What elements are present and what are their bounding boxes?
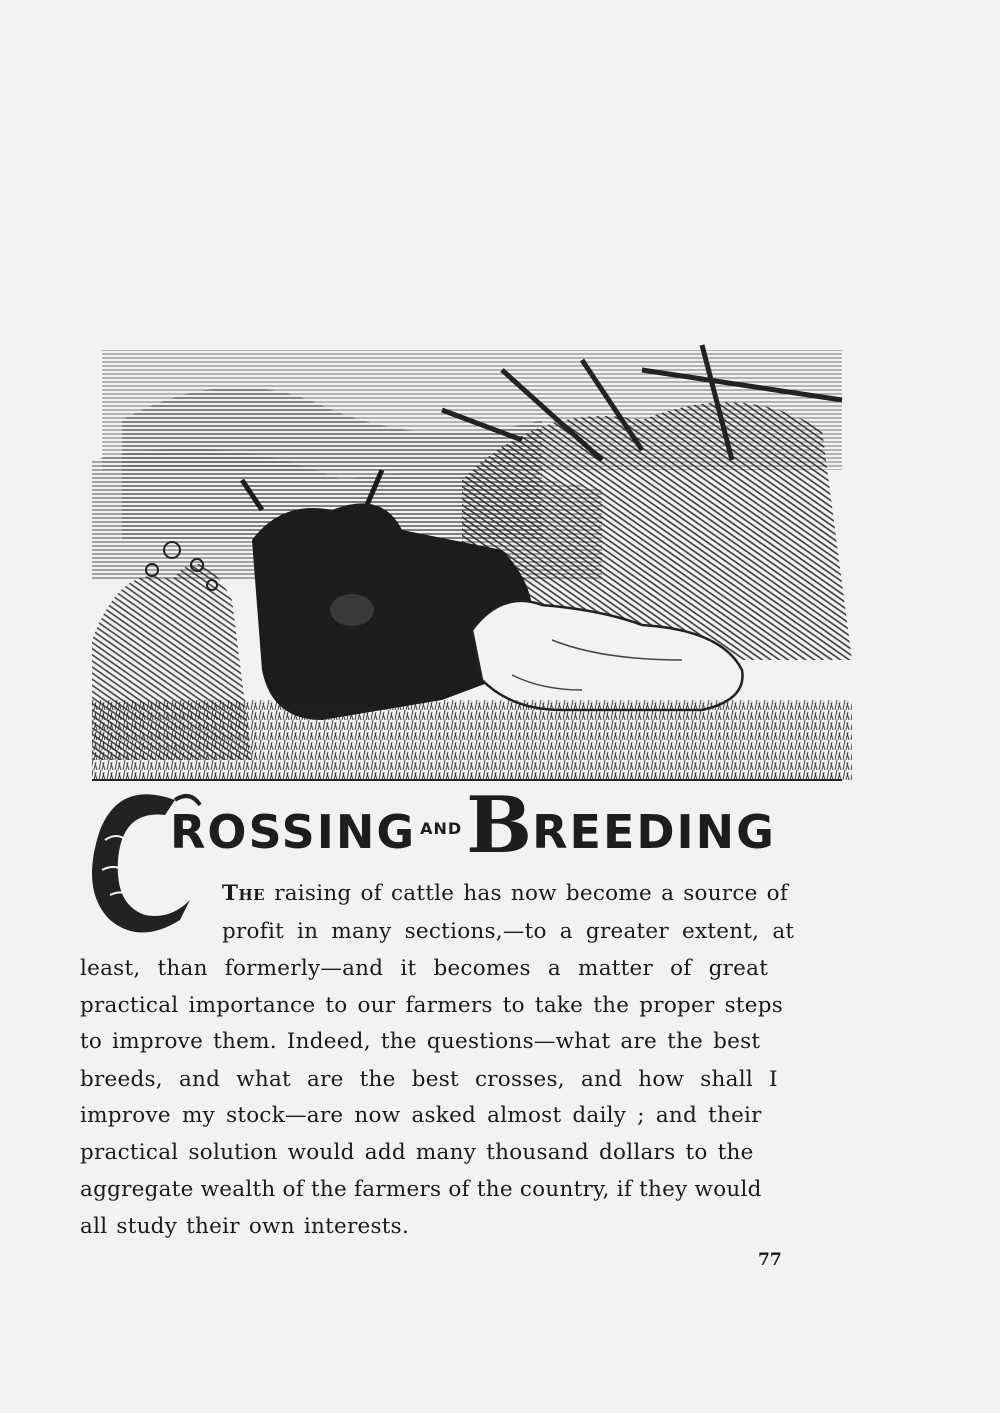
- body-line-5: to improve them. Indeed, the questions—what are the best: [80, 1029, 761, 1054]
- body-line-4: practical importance to our farmers to take the proper steps: [80, 993, 784, 1018]
- body-line-3: least, than formerly—and it becomes a matter of great: [80, 956, 769, 981]
- cattle-engraving-illustration: [82, 340, 852, 795]
- body-line-1: [222, 883, 788, 905]
- body-line-2: profit in many sections,—to a greater extent, at: [222, 919, 795, 944]
- chapter-title: [170, 780, 850, 871]
- svg-text:C: C: [80, 770, 81, 771]
- body-line-10: all study their own interests.: [80, 1214, 410, 1239]
- title-capital-b: B: [466, 780, 533, 871]
- body-line-6: breeds, and what are the best crosses, and how shall I: [80, 1067, 778, 1092]
- lead-word: The: [222, 881, 266, 906]
- body-line-9: aggregate wealth of the farmers of the country, if they would: [80, 1177, 762, 1202]
- title-word-rossing: ROSSING: [170, 805, 417, 859]
- title-word-reeding: REEDING: [532, 805, 776, 859]
- body-line-8: practical solution would add many thousand dollars to the: [80, 1140, 754, 1165]
- body-line-1-text: raising of cattle has now become a source of: [274, 881, 789, 906]
- title-joiner-and: AND: [420, 819, 463, 838]
- body-line-7: improve my stock—are now asked almost daily ; and their: [80, 1103, 762, 1128]
- page-number: 77: [758, 1250, 782, 1270]
